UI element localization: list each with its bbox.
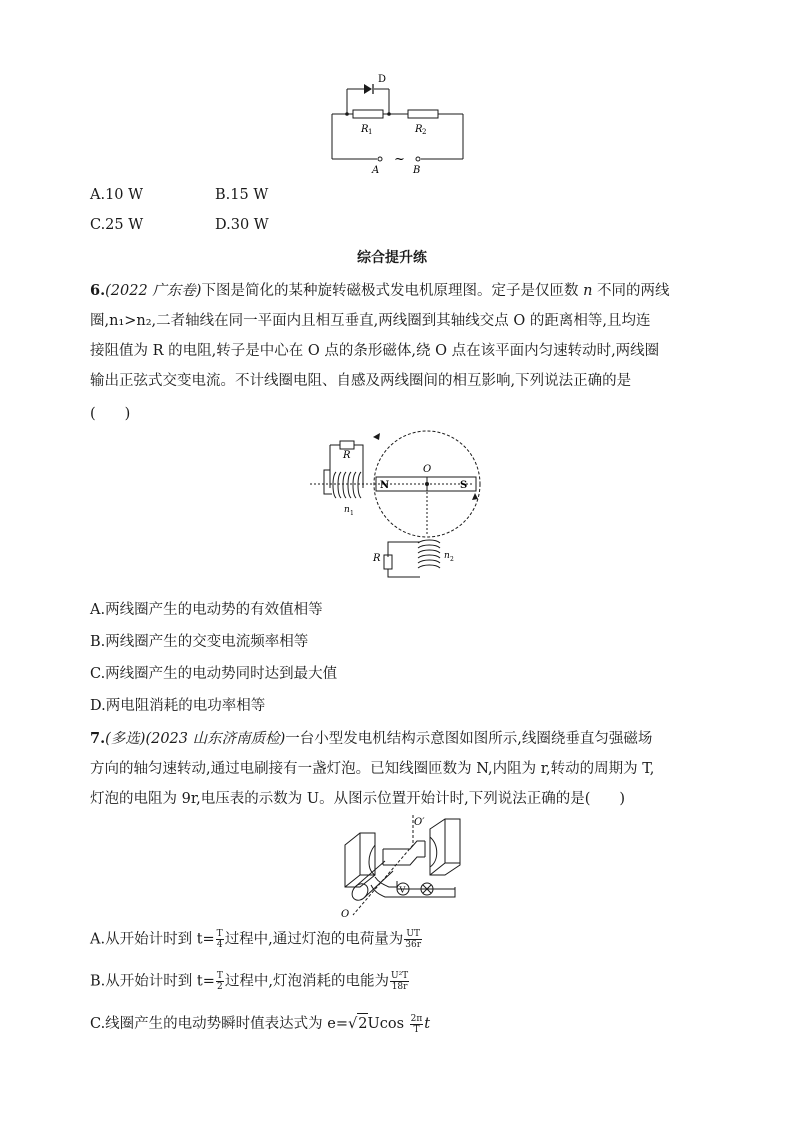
q6-line-2: 圈,n₁>n₂,二者轴线在同一平面内且相互垂直,两线圈到其轴线交点 O 的距离相等,且均连 [90,313,651,329]
section-title: 综合提升练 [357,250,427,266]
q7-option-b [90,971,410,992]
r1-subscript: 1 [368,128,373,136]
resistor-r-top-label: R [343,450,351,461]
q7-option-c: C.线圈产生的电动势瞬时值表达式为 e=√2Ucos $\frac{2\pi}{T}$ t [90,1013,431,1035]
fraction-2pi-over-t: $\frac{2\pi}{T}$ [410,1013,423,1035]
fraction-t-over-2: $\frac{T}{2}$ [216,971,223,992]
fraction-charge: $\frac{UT}{36r}$ [405,929,422,950]
q6-line-4: 输出正弦式交变电流。不计线圈电阻、自感及两线圈间的相互影响,下列说法正确的是 [90,373,632,389]
q7-c-prefix: C.线圈产生的电动势瞬时值表达式为 e= [90,1016,349,1032]
small-generator-diagram [335,815,470,920]
generator-diagram [310,430,490,585]
q6-answer-blank: ( ) [90,406,131,422]
q7-a-prefix: A.从开始计时到 t= [90,931,215,948]
q7-number: 7. [90,730,106,747]
q6-option-a: A.两线圈产生的电动势的有效值相等 [90,602,323,618]
q6-option-c: C.两线圈产生的电动势同时达到最大值 [90,666,338,682]
terminal-a-label: A [372,165,380,176]
circuit-diagram-diode [325,72,470,177]
q7-line-1 [90,729,652,749]
q6-option-b: B.两线圈产生的交变电流频率相等 [90,634,309,650]
q5-option-c: C.25 W [90,217,144,233]
q6-source: (2022 广东卷) [105,283,202,299]
q6-var-n: n [583,283,593,299]
q6-text-1b: 不同的两线 [597,283,670,299]
magnet-s-label: S [460,480,468,491]
q7-c-ucos: Ucos [367,1016,405,1032]
q6-option-d: D.两电阻消耗的电功率相等 [90,698,266,714]
q7-b-middle: 过程中,灯泡消耗的电能为 [224,973,389,990]
q5-option-b: B.15 W [215,187,269,203]
axis-o-prime-label: O′ [414,817,425,828]
terminal-b-label: B [413,165,421,176]
resistor-r-bottom-label: R [373,553,381,564]
diode-label: D [378,74,387,85]
q7-line-3: 灯泡的电阻为 9r,电压表的示数为 U。从图示位置开始计时,下列说法正确的是( ) [90,791,626,807]
r2-label: R [415,124,423,135]
sqrt-2: 2 [357,1013,367,1034]
fraction-energy: $\frac{\text{U²T}}{18r}$ [390,971,409,992]
magnet-n-label: N [380,480,390,491]
q7-line-2: 方向的轴匀速转动,通过电刷接有一盏灯泡。已知线圈匝数为 N,内阻为 r,转动的周期为 T, [90,761,655,777]
fraction-t-over-4: $\frac{T}{4}$ [216,929,223,950]
q7-source: (多选)(2023 山东济南质检) [105,731,286,747]
coil-n2-subscript: 2 [450,556,454,563]
center-o-label: O [423,464,432,475]
q7-b-prefix: B.从开始计时到 t= [90,973,215,990]
q7-c-t: t [424,1016,431,1032]
axis-o-label: O [341,909,350,920]
q6-line-1 [90,281,670,301]
coil-n1-subscript: 1 [350,510,354,517]
voltmeter-label: V [399,885,406,895]
q5-option-d: D.30 W [215,217,269,233]
q6-text-1: 下图是简化的某种旋转磁极式发电机原理图。定子是仅匝数 [201,283,579,299]
ac-source-symbol: ~ [394,152,405,167]
coil-n2-label: n [444,551,450,561]
coil-n1-label: n [344,505,350,515]
r2-subscript: 2 [422,128,427,136]
r1-label: R [361,124,369,135]
q7-a-middle: 过程中,通过灯泡的电荷量为 [224,931,404,948]
q6-line-3: 接阻值为 R 的电阻,转子是中心在 O 点的条形磁体,绕 O 点在该平面内匀速转动时,两线圈 [90,343,660,359]
q7-text-1: 一台小型发电机结构示意图如图所示,线圈绕垂直匀强磁场 [285,731,653,747]
q6-number: 6. [90,282,106,299]
q5-option-a: A.10 W [90,187,144,203]
q7-option-a [90,929,423,950]
